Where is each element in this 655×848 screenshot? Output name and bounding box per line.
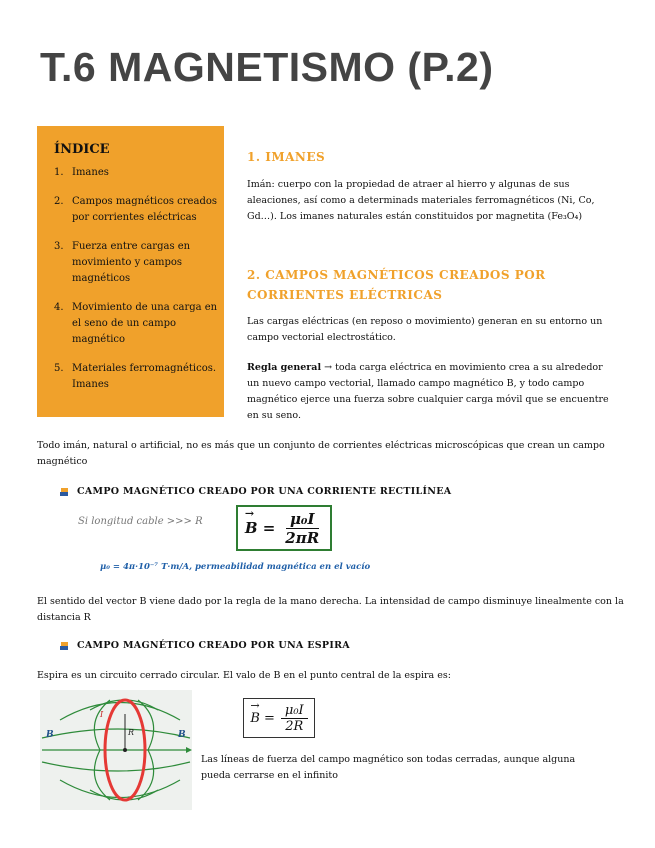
direction-paragraph: El sentido del vector B viene dado por la regla de la mano derecha. La intensidad de campo disminuye linealmente con la distancia R bbox=[37, 596, 624, 623]
mu-symbol: μ₀ bbox=[100, 562, 110, 572]
loop-field-svg bbox=[40, 690, 192, 810]
field-line bbox=[60, 703, 180, 721]
section-2-body: Las cargas eléctricas (en reposo o movimiento) generan en su entorno un campo vectorial electrostático. bbox=[247, 316, 603, 343]
formula-numerator: μ₀I bbox=[281, 703, 308, 719]
straight-wire-formula bbox=[236, 505, 332, 551]
diagram-label-i: I bbox=[100, 710, 104, 719]
index-item bbox=[54, 194, 219, 226]
loop-bullet bbox=[60, 640, 350, 651]
section-2-heading-line: 2. CAMPOS MAGNÉTICOS CREADOS POR bbox=[247, 268, 546, 282]
wire-condition: Si longitud cable >>> R bbox=[78, 516, 203, 527]
general-rule bbox=[247, 360, 617, 424]
page-title: T.6 MAGNETISMO (P.2) bbox=[40, 44, 494, 90]
index-item bbox=[54, 165, 219, 181]
diagram-label-r: R bbox=[128, 728, 135, 737]
index-heading: ÍNDICE bbox=[54, 142, 110, 157]
general-rule-text: → toda carga eléctrica en movimiento crea a su alrededor un nuevo campo vectorial, llamado campo magnético B, y todo campo magnético ejerce una fuerza sobre cualquier carga móvil que se encuentre en su seno. bbox=[247, 362, 609, 421]
field-line bbox=[60, 780, 180, 798]
loop-formula bbox=[243, 698, 315, 738]
index-item-number: 5. bbox=[54, 363, 64, 374]
index-item-number: 3. bbox=[54, 241, 64, 252]
field-line bbox=[42, 762, 190, 771]
loop-center bbox=[123, 748, 127, 752]
loop-heading: CAMPO MAGNÉTICO CREADO POR UNA ESPIRA bbox=[77, 640, 350, 651]
index-item-text: Materiales ferromagnéticos. Imanes bbox=[72, 363, 217, 390]
field-lines-note: Las líneas de fuerza del campo magnético son todas cerradas, aunque alguna pueda cerrarse en el infinito bbox=[201, 754, 576, 781]
formula-fraction bbox=[281, 703, 308, 734]
bullet-icon bbox=[60, 642, 69, 650]
index-item bbox=[54, 361, 219, 393]
index-item-text: Fuerza entre cargas en movimiento y campos magnéticos bbox=[72, 241, 191, 284]
formula-lhs: → B = bbox=[245, 519, 275, 537]
index-item bbox=[54, 300, 219, 348]
straight-wire-heading: CAMPO MAGNÉTICO CREADO POR UNA CORRIENTE RECTILÍNEA bbox=[77, 486, 452, 497]
mu-description: = 4π·10⁻⁷ T·m/A, permeabilidad magnética en el vacío bbox=[112, 562, 371, 572]
formula-fraction bbox=[281, 510, 323, 547]
formula-lhs: → B = bbox=[250, 711, 275, 726]
loop-field-diagram bbox=[40, 690, 192, 810]
index-list bbox=[54, 165, 219, 406]
index-item-text: Imanes bbox=[72, 167, 109, 178]
diagram-label-b-right: B bbox=[178, 730, 186, 740]
diagram-label-b-left: B bbox=[46, 730, 54, 740]
index-item bbox=[54, 239, 219, 287]
permeability-note bbox=[100, 562, 370, 572]
bullet-icon bbox=[60, 488, 69, 496]
intro-paragraph: Todo imán, natural o artificial, no es más que un conjunto de corrientes eléctricas microscópicas que crean un campo magnético bbox=[37, 440, 605, 467]
straight-wire-bullet bbox=[60, 486, 451, 497]
formula-numerator: μ₀I bbox=[286, 510, 319, 529]
section-1-body: Imán: cuerpo con la propiedad de atraer al hierro y algunas de sus aleaciones, así como a determinads materiales ferromagnéticos (Ni, Co, Gd…). Los imanes naturales están constituidos por magnetita (Fe₃O₄) bbox=[247, 179, 595, 222]
index-item-text: Campos magnéticos creados por corrientes eléctricas bbox=[72, 196, 217, 223]
formula-denominator: 2R bbox=[285, 718, 304, 734]
section-2-heading bbox=[247, 265, 546, 305]
index-item-text: Movimiento de una carga en el seno de un campo magnético bbox=[72, 302, 218, 345]
arrow-head bbox=[186, 747, 192, 753]
field-line bbox=[42, 729, 190, 738]
loop-intro: Espira es un circuito cerrado circular. El valo de B en el punto central de la espira es: bbox=[37, 670, 451, 681]
section-2-heading-line: CORRIENTES ELÉCTRICAS bbox=[247, 288, 443, 302]
general-rule-label: Regla general bbox=[247, 362, 322, 373]
formula-denominator: 2πR bbox=[285, 528, 320, 547]
index-item-number: 2. bbox=[54, 196, 64, 207]
section-1-heading: 1. IMANES bbox=[247, 150, 326, 164]
index-item-number: 4. bbox=[54, 302, 64, 313]
index-item-number: 1. bbox=[54, 167, 64, 178]
